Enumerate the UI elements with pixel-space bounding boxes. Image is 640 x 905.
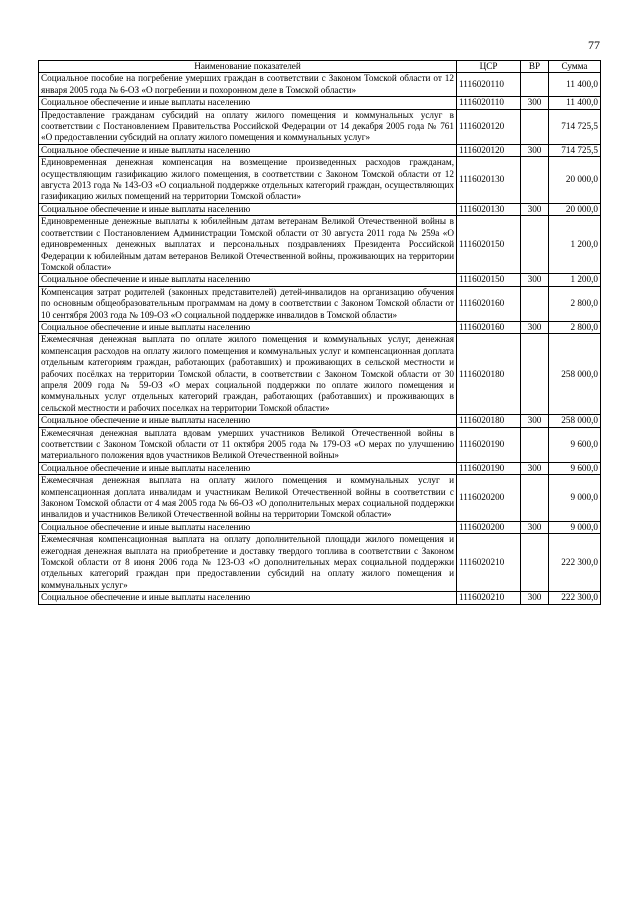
row-name: Социальное обеспечение и иные выплаты населению [39,415,457,427]
row-csr: 1116020160 [457,321,521,333]
table-row [39,521,601,533]
header-csr: ЦСР [457,61,521,73]
row-name: Социальное обеспечение и иные выплаты населению [39,592,457,604]
row-sum: 9 000,0 [549,521,601,533]
header-name: Наименование показателей [39,61,457,73]
table-row [39,157,601,204]
row-csr: 1116020110 [457,97,521,109]
table-row [39,274,601,286]
table-row [39,286,601,321]
row-vr: 300 [521,521,549,533]
table-row [39,334,601,415]
row-name: Ежемесячная денежная выплата по оплате жилого помещения и коммунальных услуг, денежная компенсация расходов на оплату жилого помещения и коммунальных услуг и компенсационная доплата отдельным категориям граждан, работающих (работавших) и проживающих в сельской местности и рабочих посёлках на территории Томской области, в соответствии с Законом Томской области от 30 апреля 2009 года № 59-ОЗ «О мерах социальной поддержки по оплате жилого помещения и коммунальных услуг отдельных категорий граждан, работающих (работавших) и проживающих в сельской местности и рабочих поселках на территории Томской области» [39,334,457,415]
table-row [39,321,601,333]
table-row [39,427,601,462]
header-vr: ВР [521,61,549,73]
row-vr [521,334,549,415]
row-csr: 1116020150 [457,216,521,274]
row-csr: 1116020130 [457,203,521,215]
row-vr: 300 [521,415,549,427]
row-sum: 714 725,5 [549,144,601,156]
row-name: Социальное обеспечение и иные выплаты населению [39,97,457,109]
table-header-row [39,61,601,73]
row-csr: 1116020110 [457,73,521,97]
row-csr: 1116020190 [457,427,521,462]
row-name: Социальное обеспечение и иные выплаты населению [39,144,457,156]
table-row [39,534,601,592]
row-name: Предоставление гражданам субсидий на оплату жилого помещения и коммунальных услуг в соответствии с Постановлением Правительства Российской Федерации от 14 декабря 2005 года № 761 «О предоставлении субсидий на оплату жилого помещения и коммунальных услуг» [39,109,457,144]
page-number: 77 [588,38,600,52]
row-name: Единовременные денежные выплаты к юбилейным датам ветеранам Великой Отечественной войны в соответствии с Постановлением Администрации Томской области от 30 августа 2011 года № 259а «О единовременных денежных выплатах и персональных поздравлениях Президента Российской Федерации к юбилейным датам ветеранов Великой Отечественной войны, проживающих на территории Томской области» [39,216,457,274]
header-sum: Сумма [549,61,601,73]
row-vr: 300 [521,462,549,474]
row-sum: 714 725,5 [549,109,601,144]
row-sum: 11 400,0 [549,73,601,97]
table-row [39,144,601,156]
row-vr [521,475,549,522]
row-name: Социальное обеспечение и иные выплаты населению [39,462,457,474]
row-sum: 2 800,0 [549,321,601,333]
row-sum: 11 400,0 [549,97,601,109]
row-csr: 1116020190 [457,462,521,474]
row-name: Ежемесячная денежная выплата на оплату жилого помещения и коммунальных услуг и компенсационная доплата инвалидам и участникам Великой Отечественной войны в соответствии с Законом Томской области от 4 мая 2005 года № 66-ОЗ «О дополнительных мерах социальной поддержки инвалидов и участников Великой Отечественной войны на территории Томской области» [39,475,457,522]
row-vr [521,157,549,204]
row-csr: 1116020180 [457,415,521,427]
row-sum: 1 200,0 [549,216,601,274]
row-sum: 2 800,0 [549,286,601,321]
table-row [39,415,601,427]
table-row [39,73,601,97]
row-vr [521,216,549,274]
row-vr: 300 [521,321,549,333]
row-csr: 1116020210 [457,592,521,604]
row-vr: 300 [521,274,549,286]
table-row [39,592,601,604]
row-vr: 300 [521,144,549,156]
row-sum: 20 000,0 [549,203,601,215]
row-sum: 258 000,0 [549,415,601,427]
row-csr: 1116020150 [457,274,521,286]
row-vr [521,534,549,592]
row-name: Социальное обеспечение и иные выплаты населению [39,521,457,533]
row-name: Социальное обеспечение и иные выплаты населению [39,274,457,286]
row-csr: 1116020130 [457,157,521,204]
row-sum: 20 000,0 [549,157,601,204]
budget-table [38,60,601,605]
row-csr: 1116020200 [457,521,521,533]
table-row [39,462,601,474]
row-name: Ежемесячная компенсационная выплата на оплату дополнительной площади жилого помещения и ежегодная денежная выплата на приобретение и доставку твердого топлива в соответствии с Законом Томской области от 8 июня 2006 года № 123-ОЗ «О дополнительных мерах социальной поддержки отдельных категорий граждан при предоставлении субсидий на оплату жилого помещения и коммунальных услуг» [39,534,457,592]
table-row [39,97,601,109]
row-sum: 9 000,0 [549,475,601,522]
row-vr [521,109,549,144]
row-csr: 1116020180 [457,334,521,415]
row-csr: 1116020160 [457,286,521,321]
row-csr: 1116020120 [457,144,521,156]
row-csr: 1116020210 [457,534,521,592]
row-csr: 1116020200 [457,475,521,522]
row-sum: 222 300,0 [549,534,601,592]
row-name: Компенсация затрат родителей (законных представителей) детей-инвалидов на организацию обучения по основным общеобразовательным программам на дому в соответствии с Законом Томской области от 10 сентября 2003 года № 109-ОЗ «О социальной поддержке инвалидов в Томской области» [39,286,457,321]
row-csr: 1116020120 [457,109,521,144]
row-sum: 222 300,0 [549,592,601,604]
row-sum: 1 200,0 [549,274,601,286]
row-vr [521,286,549,321]
row-vr [521,427,549,462]
row-name: Социальное обеспечение и иные выплаты населению [39,203,457,215]
table-row [39,475,601,522]
table-row [39,203,601,215]
table-row [39,109,601,144]
row-name: Ежемесячная денежная выплата вдовам умерших участников Великой Отечественной войны в соответствии с Законом Томской области от 11 октября 2005 года № 179-ОЗ «О мерах по улучшению материального положения вдов участников Великой Отечественной войны» [39,427,457,462]
row-name: Социальное пособие на погребение умерших граждан в соответствии с Законом Томской области от 12 января 2005 года № 6-ОЗ «О погребении и похоронном деле в Томской области» [39,73,457,97]
row-sum: 258 000,0 [549,334,601,415]
row-sum: 9 600,0 [549,462,601,474]
row-vr: 300 [521,592,549,604]
row-vr: 300 [521,97,549,109]
row-name: Единовременная денежная компенсация на возмещение произведенных расходов гражданам, осуществляющим газификацию жилого помещения, в соответствии с Законом Томской области от 12 августа 2013 года № 143-ОЗ «О социальной поддержке отдельных категорий граждан, осуществляющих газификацию жилых помещений на территории Томской области» [39,157,457,204]
table-row [39,216,601,274]
row-sum: 9 600,0 [549,427,601,462]
row-name: Социальное обеспечение и иные выплаты населению [39,321,457,333]
row-vr [521,73,549,97]
row-vr: 300 [521,203,549,215]
